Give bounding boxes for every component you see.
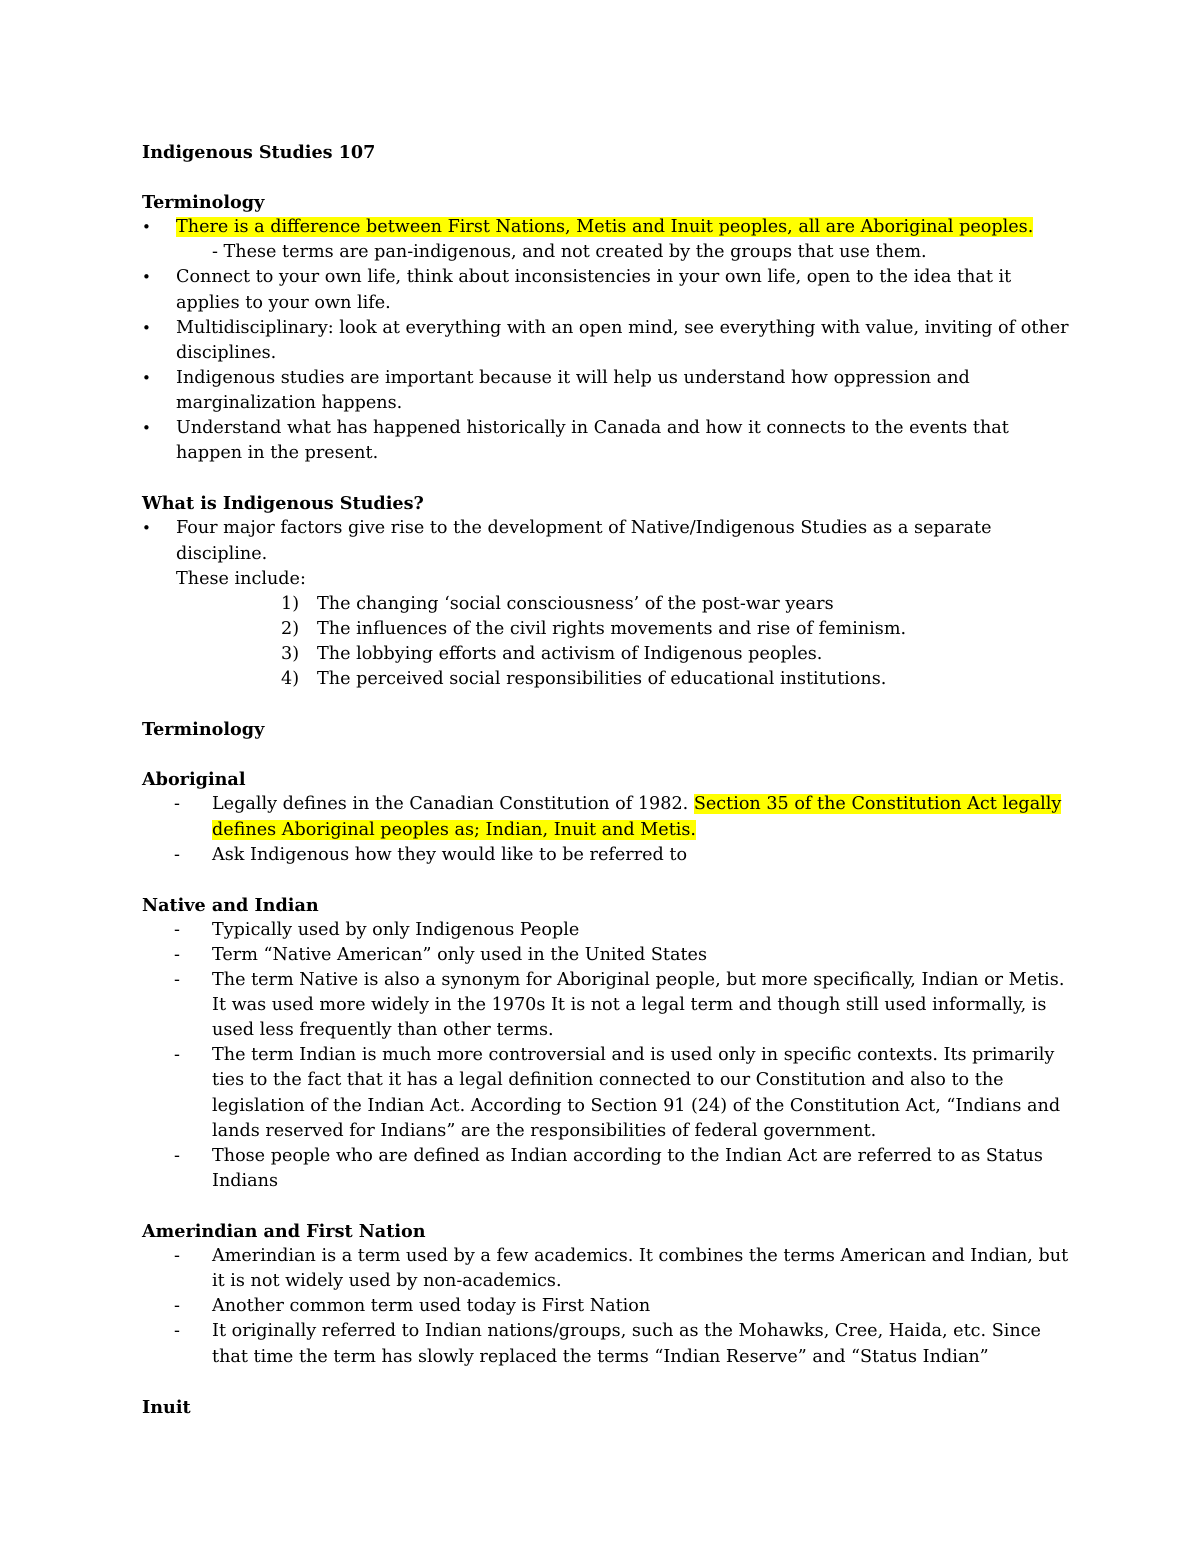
list-item (142, 516, 1072, 591)
numbered-item-text: The changing ‘social consciousness’ of the post-war years (317, 593, 834, 614)
numbered-item (142, 667, 1072, 692)
list-item (142, 265, 1072, 315)
numbered-item (142, 642, 1072, 667)
sub-note-text: - These terms are pan-indigenous, and not created by the groups that use them. (212, 242, 927, 263)
number-marker: 4) (281, 668, 300, 689)
list-item (142, 1294, 1072, 1319)
spacer (142, 466, 1072, 491)
dash-marker: - (174, 970, 180, 991)
what-is-bullet-list (142, 516, 1072, 591)
native-indian-list (142, 918, 1072, 1194)
bullet-icon: • (142, 218, 151, 237)
list-item (142, 943, 1072, 968)
list-item (142, 792, 1072, 842)
dash-marker: - (174, 1296, 180, 1317)
spacer (142, 165, 1072, 190)
list-item (142, 843, 1072, 868)
list-item-text: It originally referred to Indian nations/groups, such as the Mohawks, Cree, Haida, etc. Since that time the term has slowly replaced the terms “Indian Reserve” and “Status Indian” (212, 1321, 1041, 1367)
list-item-text: Multidisciplinary: look at everything with an open mind, see everything with value, inviting of other disciplines. (176, 317, 1069, 363)
list-item (142, 1144, 1072, 1194)
list-item-text: The term Native is also a synonym for Aboriginal people, but more specifically, Indian or Metis. It was used more widely in the 1970s It is not a legal term and though still used informally, is used less frequently than other terms. (212, 970, 1065, 1041)
list-item (142, 918, 1072, 943)
list-item (142, 968, 1072, 1043)
numbered-item (142, 592, 1072, 617)
dash-marker: - (174, 945, 180, 965)
numbered-item-text: The influences of the civil rights movements and rise of feminism. (317, 618, 907, 639)
bullet-icon: • (142, 318, 151, 337)
sub-note (142, 240, 1072, 265)
document-title: Indigenous Studies 107 (142, 142, 376, 163)
section-heading-what-is: What is Indigenous Studies? (142, 493, 424, 515)
list-item-text: Term “Native American” only used in the United States (212, 945, 707, 965)
dash-marker: - (174, 1321, 180, 1342)
list-item-text: Connect to your own life, think about inconsistencies in your own life, open to the idea that it applies to your own life. (176, 267, 1012, 313)
bullet-icon: • (142, 519, 151, 538)
number-marker: 3) (281, 643, 300, 664)
list-item-text: Indigenous studies are important because it will help us understand how oppression and marginalization happens. (176, 367, 970, 413)
list-item (142, 1043, 1072, 1143)
dash-marker: - (174, 1145, 180, 1166)
list-item-text: Another common term used today is First Nation (212, 1296, 651, 1317)
highlighted-text: There is a difference between First Nations, Metis and Inuit peoples, all are Aboriginal peoples. (176, 217, 1034, 238)
list-item-text: Those people who are defined as Indian according to the Indian Act are referred to as Status Indians (212, 1145, 1043, 1191)
list-item-text: Ask Indigenous how they would like to be referred to (212, 844, 688, 865)
list-item (142, 316, 1072, 366)
numbered-item-text: The lobbying efforts and activism of Indigenous peoples. (317, 643, 823, 664)
bullet-icon: • (142, 419, 151, 438)
list-item (142, 215, 1072, 240)
highlighted-text: Section 35 of the Constitution Act legally defines Aboriginal peoples as; Indian, Inuit and Metis. (212, 794, 1062, 840)
numbered-item-text: The perceived social responsibilities of educational institutions. (317, 668, 887, 689)
list-item-text: Four major factors give rise to the development of Native/Indigenous Studies as a separate discipline. (176, 518, 992, 564)
dash-marker: - (174, 1246, 180, 1267)
subheading-inuit: Inuit (142, 1396, 191, 1418)
dash-marker: - (174, 794, 180, 815)
list-item-text: Legally defines in the Canadian Constitution of 1982. (212, 794, 694, 815)
list-item-text: Amerindian is a term used by a few academics. It combines the terms American and Indian, but it is not widely used by non-academics. (212, 1246, 1069, 1292)
amerindian-list (142, 1244, 1072, 1369)
spacer (142, 1370, 1072, 1395)
list-item (142, 1244, 1072, 1294)
bullet-icon: • (142, 368, 151, 387)
subheading-amerindian: Amerindian and First Nation (142, 1221, 426, 1243)
spacer (142, 692, 1072, 717)
factors-numbered-list (142, 592, 1072, 692)
subheading-native-indian: Native and Indian (142, 894, 319, 916)
list-item (142, 366, 1072, 416)
spacer (142, 1194, 1072, 1219)
bullet-icon: • (142, 268, 151, 287)
numbered-item (142, 617, 1072, 642)
list-item (142, 416, 1072, 466)
number-marker: 2) (281, 618, 300, 639)
section-heading-terminology: Terminology (142, 192, 265, 214)
number-marker: 1) (281, 593, 300, 614)
subheading-aboriginal: Aboriginal (142, 769, 246, 791)
dash-marker: - (174, 919, 180, 940)
list-item-text: The term Indian is much more controversial and is used only in specific contexts. Its primarily ties to the fact that it has a legal definition connected to our Constitution and also to the legislation of the Indian Act. According to Section 91 (24) of the Constitution Act, “Indians and lands reserved for Indians” are the responsibilities of federal government. (212, 1045, 1061, 1141)
terminology-bullet-list (142, 215, 1072, 466)
spacer (142, 868, 1072, 893)
section-heading-terminology-2: Terminology (142, 719, 265, 741)
list-item (142, 1319, 1072, 1369)
list-item-text: Understand what has happened historically in Canada and how it connects to the events that happen in the present. (176, 418, 1009, 464)
list-item-continuation: These include: (176, 568, 306, 589)
list-item-text: Typically used by only Indigenous People (212, 919, 580, 940)
spacer (142, 742, 1072, 767)
dash-marker: - (174, 844, 180, 865)
dash-marker: - (174, 1045, 180, 1066)
aboriginal-list (142, 792, 1072, 867)
document-page (142, 140, 1072, 1420)
